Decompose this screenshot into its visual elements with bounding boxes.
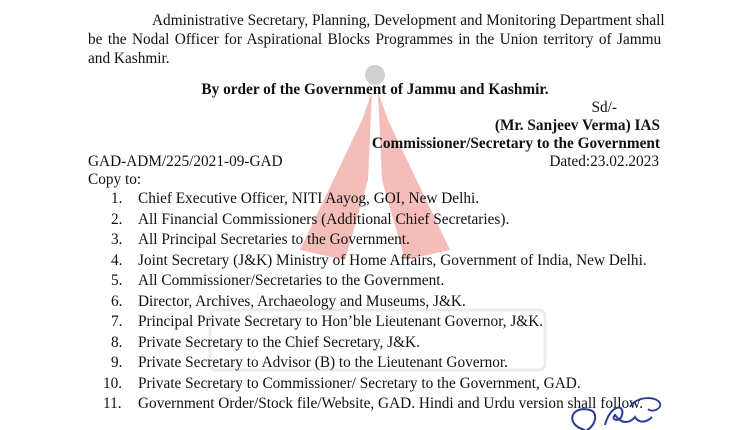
item-text: Government Order/Stock file/Website, GAD. Hindi and Urdu version shall follow. [138, 395, 644, 412]
item-number: 4. [111, 251, 123, 269]
item-number: 9. [111, 354, 123, 371]
item-text: Private Secretary to Commissioner/ Secretary to the Government, GAD. [138, 374, 581, 392]
item-number: 11. [103, 395, 122, 412]
item-number: 8. [111, 333, 123, 351]
item-number: 2. [111, 210, 123, 228]
item-number: 1. [111, 190, 123, 207]
copy-to-item [88, 210, 647, 231]
signature [560, 395, 670, 430]
item-number: 10. [103, 374, 123, 392]
order-line: By order of the Government of Jammu and Kashmir. [201, 81, 549, 98]
item-number: 6. [111, 292, 123, 310]
item-text: All Financial Commissioners (Additional Chief Secretaries). [138, 210, 510, 228]
copy-to-item [88, 230, 647, 251]
copy-to-item [88, 333, 647, 354]
item-text: Principal Private Secretary to Hon’ble Lieutenant Governor, J&K. [138, 313, 544, 330]
copy-to-item [88, 353, 647, 374]
item-text: Private Secretary to Advisor (B) to the Lieutenant Governor. [138, 354, 509, 371]
date: Dated:23.02.2023 [549, 153, 659, 170]
item-number: 3. [111, 231, 123, 248]
item-text: Chief Executive Officer, NITI Aayog, GOI, New Delhi. [138, 190, 480, 207]
copy-to-list [88, 189, 647, 415]
signatory-designation: Commissioner/Secretary to the Government [371, 135, 660, 152]
copy-to-label: Copy to: [88, 171, 142, 188]
item-number: 7. [111, 313, 123, 330]
item-number: 5. [111, 272, 123, 289]
item-text: Joint Secretary (J&K) Ministry of Home Affairs, Government of India, New Delhi. [138, 251, 647, 269]
copy-to-item [88, 189, 647, 210]
paragraph-line-1: Administrative Secretary, Planning, Development and Monitoring Department shall [152, 12, 665, 29]
copy-to-item [88, 374, 647, 395]
item-text: All Commissioner/Secretaries to the Government. [138, 272, 445, 289]
copy-to-item [88, 292, 647, 313]
paragraph-line-2: be the Nodal Officer for Aspirational Blocks Programmes in the Union territory of Jammu [88, 31, 662, 48]
sd-mark: Sd/- [591, 99, 617, 116]
copy-to-item [88, 312, 647, 333]
item-text: Private Secretary to the Chief Secretary, J&K. [138, 333, 420, 351]
item-text: All Principal Secretaries to the Government. [138, 231, 410, 248]
copy-to-item [88, 271, 647, 292]
copy-to-item [88, 251, 647, 272]
reference-number: GAD-ADM/225/2021-09-GAD [88, 153, 283, 170]
paragraph-line-3: and Kashmir. [88, 50, 170, 67]
signatory-name: (Mr. Sanjeev Verma) IAS [494, 117, 660, 134]
item-text: Director, Archives, Archaeology and Museums, J&K. [138, 292, 466, 310]
